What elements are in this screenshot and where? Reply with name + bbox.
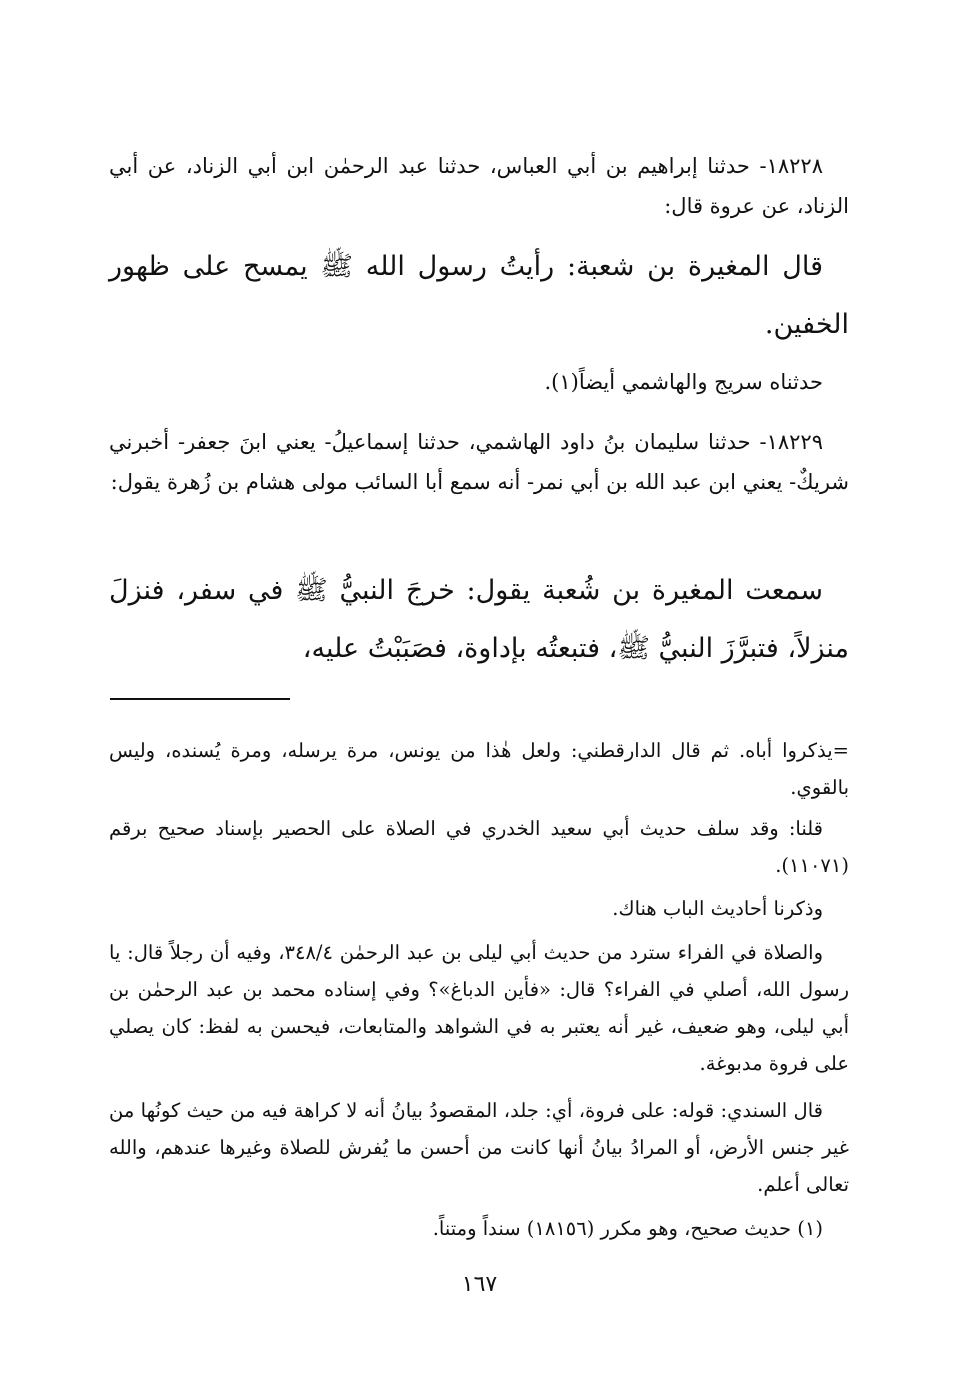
footnote-farw: والصلاة في الفراء سترد من حديث أبي ليلى بن عبد الرحمٰن ٣٤٨/٤، وفيه أن رجلاً قال: يا رسول الله، أصلي في الفراء؟ قال: «فأين الدباغ»؟ وفي إسناده محمد بن عبد الرحمٰن بن أبي ليلى، وهو ضعيف، غير أنه يعتبر به في الشواهد والمتابعات، فيحسن به لفظ: كان يصلي على فروة مدبوغة. (109, 941, 849, 1075)
footnote-qulna: قلنا: وقد سلف حديث أبي سعيد الخدري في الصلاة على الحصير بإسناد صحيح برقم (١١٠٧١). (109, 817, 849, 877)
page-number: ١٦٧ (461, 1272, 498, 1297)
hadith-18228-note: حدثناه سريج والهاشمي أيضاً(١). (544, 370, 823, 394)
footnote-bab: وذكرنا أحاديث الباب هناك. (612, 897, 823, 920)
footnote-continuation: =يذكروا أباه. ثم قال الدارقطني: ولعل هٰذا من يونس، مرة يرسله، ومرة يُسنده، وليس بالقوي. (109, 739, 849, 799)
footnote-separator (110, 698, 290, 700)
hadith-18229-chain: ١٨٢٢٩- حدثنا سليمان بنُ داود الهاشمي، حدثنا إسماعيلُ- يعني ابنَ جعفر- أخبرني شريكٌ- يعني ابن عبد الله بن أبي نمر- أنه سمع أبا السائب مولى هشام بن زُهرة يقول: (109, 430, 849, 494)
hadith-18228-matn: قال المغيرة بن شعبة: رأيتُ رسول الله ﷺ يمسح على ظهور الخفين. (109, 251, 849, 340)
hadith-18229-matn: سمعت المغيرة بن شُعبة يقول: خرجَ النبيُّ ﷺ في سفر، فنزلَ منزلاً، فتبرَّزَ النبيُّ ﷺ، فتبعتُه بإداوة، فصَبَبْتُ عليه، (109, 575, 849, 664)
hadith-18228-chain: ١٨٢٢٨- حدثنا إبراهيم بن أبي العباس، حدثنا عبد الرحمٰن ابن أبي الزناد، عن أبي الزناد، عن عروة قال: (109, 154, 849, 218)
footnote-1: (١) حديث صحيح، وهو مكرر (١٨١٥٦) سنداً ومتناً. (432, 1217, 823, 1240)
footnote-sindi: قال السندي: قوله: على فروة، أي: جلد، المقصودُ بيانُ أنه لا كراهة فيه من حيث كونُها من غير جنس الأرض، أو المرادُ بيانُ أنها كانت من أحسن ما يُفرش للصلاة وغيرها عندهم، والله تعالى أعلم. (109, 1099, 849, 1196)
